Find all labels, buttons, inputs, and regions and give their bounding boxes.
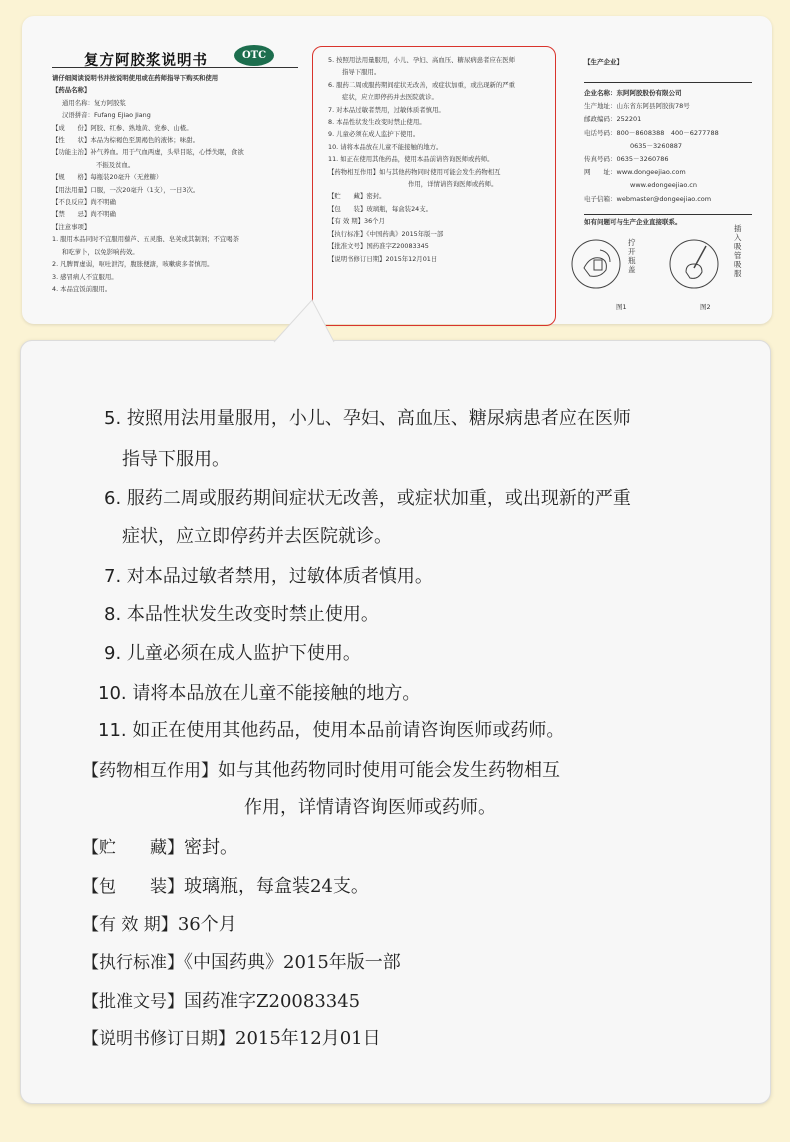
leaflet-line: 【药品名称】 (52, 86, 91, 95)
leaflet-line: 4. 本品宜饭前服用。 (52, 284, 112, 293)
leaflet-line: 和吃萝卜，以免影响药效。 (62, 247, 139, 256)
field-label: 【批准文号】 (82, 992, 184, 1012)
leaflet-line: 作用，详情请咨询医师或药师。 (408, 180, 498, 189)
leaflet-line: 不振及贫血。 (96, 160, 135, 169)
precaution-item: 6. 服药二周或服药期间症状无改善，或症状加重，或出现新的严重 (104, 488, 631, 509)
leaflet-line: 【性 状】本品为棕褐色至黑褐色的液体；味甜。 (52, 136, 199, 145)
field-label: 【说明书修订日期】 (82, 1029, 235, 1049)
leaflet-column-3 (584, 87, 764, 206)
field-label: 【药物相互作用】 (82, 761, 218, 781)
leaflet-line: www.edongeejiao.cn (630, 181, 697, 190)
leaflet-line: 6. 服药二周或服药期间症状无改善，或症状加重，或出现新的严重 (328, 80, 516, 89)
leaflet-line: 【执行标准】《中国药典》2015年版一部 (328, 229, 444, 238)
field-value: 玻璃瓶，每盒装24支。 (184, 876, 369, 897)
precaution-item: 7. 对本品过敏者禁用，过敏体质者慎用。 (104, 566, 433, 587)
leaflet-line: 【成 份】阿胶、红参、熟地黄、党参、山楂。 (52, 123, 193, 132)
manufacturer-note: 如有问题可与生产企业直接联系。 (584, 218, 682, 226)
precaution-item: 11. 如正在使用其他药品，使用本品前请咨询医师或药师。 (98, 720, 565, 741)
leaflet-line: 【功能主治】补气养血。用于气血两虚，头晕目眩，心悸失眠，食欲 (52, 148, 244, 157)
field-row (82, 872, 369, 898)
field-value: 如与其他药物同时使用可能会发生药物相互 (218, 760, 560, 781)
field-value: 作用，详情请咨询医师或药师。 (244, 797, 496, 818)
field-value: 《中国药典》2015年版一部 (184, 952, 401, 973)
field-row (82, 1024, 381, 1050)
field-row-cont (244, 793, 496, 819)
fig2-label: 图2 (700, 303, 711, 311)
field-label: 【有 效 期】 (82, 915, 178, 935)
leaflet-line: 9. 儿童必须在成人监护下使用。 (328, 130, 420, 139)
leaflet-line: 【规 格】每瓶装20毫升（无蔗糖） (52, 173, 163, 182)
leaflet-line: 3. 感冒病人不宜服用。 (52, 272, 118, 281)
leaflet-line: 汉语拼音：Fufang Ejiao Jiang (62, 111, 151, 120)
field-row (82, 910, 237, 936)
field-value: 国药准字Z20083345 (184, 991, 361, 1012)
leaflet-line: 【批准文号】国药准字Z20083345 (328, 242, 429, 251)
field-label: 【包 装】 (82, 877, 184, 897)
leaflet-line: 11. 如正在使用其他药品，使用本品前请咨询医师或药师。 (328, 155, 494, 164)
field-row (82, 987, 360, 1013)
leaflet-line: 5. 按照用法用量服用，小儿、孕妇、高血压、糖尿病患者应在医师 (328, 56, 516, 64)
leaflet-column-1 (52, 72, 302, 295)
fig2-caption: 插入吸管吸服 (734, 224, 742, 278)
manufacturer-divider-bottom (584, 214, 752, 215)
leaflet-line: 网 址：www.dongeejiao.com (584, 168, 686, 177)
field-value: 36个月 (177, 914, 237, 935)
otc-badge: OTC (234, 45, 274, 66)
leaflet-line: 10. 请将本品放在儿童不能接触的地方。 (328, 142, 443, 151)
bubble-pointer (268, 298, 338, 344)
field-value: 密封。 (184, 837, 238, 858)
field-value: 2015年12月01日 (235, 1028, 381, 1049)
leaflet-line: 7. 对本品过敏者禁用，过敏体质者慎用。 (328, 105, 445, 114)
fig1-label: 图1 (616, 303, 627, 311)
precaution-item: 10. 请将本品放在儿童不能接触的地方。 (98, 683, 421, 704)
precaution-item-cont: 指导下服用。 (122, 449, 230, 470)
leaflet-line: 2. 凡脾胃虚弱，呕吐泄泻，腹胀便溏，咳嗽痰多者慎用。 (52, 260, 214, 269)
fig1-caption: 拧开瓶盖 (628, 238, 636, 274)
leaflet-line: 电话号码：800－8608388 400－6277788 (584, 128, 719, 137)
manufacturer-header (584, 56, 764, 69)
straw-icon (668, 238, 720, 290)
leaflet-line: 【药物相互作用】如与其他药物同时使用可能会发生药物相互 (328, 167, 501, 176)
leaflet-line: 症状，应立即停药并去医院就诊。 (342, 93, 438, 102)
precaution-item-cont: 症状，应立即停药并去医院就诊。 (122, 526, 392, 547)
title-divider (52, 67, 298, 68)
leaflet-line: 通用名称：复方阿胶浆 (62, 98, 126, 107)
leaflet-line: 1. 服用本品同时不宜服用藜芦、五灵脂、皂荚或其制剂；不宜喝茶 (52, 235, 240, 244)
leaflet-line: 【注意事项】 (52, 222, 91, 231)
precaution-item: 8. 本品性状发生改变时禁止使用。 (104, 604, 379, 625)
leaflet-line: 8. 本品性状发生改变时禁止使用。 (328, 118, 426, 127)
straw-illustration (668, 238, 720, 290)
leaflet-line: 【说明书修订日期】2015年12月01日 (328, 254, 438, 263)
precaution-item: 5. 按照用法用量服用，小儿、孕妇、高血压、糖尿病患者应在医师 (104, 408, 631, 429)
leaflet-column-2 (328, 54, 550, 265)
leaflet-line: 【包 装】玻璃瓶，每盒装24支。 (328, 204, 432, 213)
field-label: 【贮 藏】 (82, 838, 184, 858)
field-label: 【执行标准】 (82, 953, 184, 973)
bottle-cap-icon (570, 238, 622, 290)
leaflet-line: 传真号码：0635－3260786 (584, 155, 669, 164)
leaflet-line: 【有 效 期】36个月 (328, 217, 385, 226)
field-row (82, 756, 560, 782)
leaflet-title: 复方阿胶浆说明书 (84, 52, 208, 69)
leaflet-line: 0635－3260887 (630, 141, 682, 150)
precaution-item: 9. 儿童必须在成人监护下使用。 (104, 643, 361, 664)
leaflet-line: 指导下服用。 (342, 68, 381, 77)
leaflet-line: 【禁 忌】尚不明确 (52, 210, 116, 219)
leaflet-line: 【不良反应】尚不明确 (52, 198, 116, 207)
manufacturer-divider (584, 82, 752, 83)
leaflet-line: 生产地址：山东省东阿县阿胶街78号 (584, 102, 690, 111)
open-cap-illustration (570, 238, 622, 290)
leaflet-line: 请仔细阅读说明书并按说明使用或在药师指导下购买和使用 (52, 74, 219, 82)
field-row (82, 948, 401, 974)
leaflet-line: 企业名称：东阿阿胶股份有限公司 (584, 89, 682, 97)
leaflet-line: 邮政编码：252201 (584, 115, 642, 124)
leaflet-line: 电子信箱：webmaster@dongeejiao.com (584, 194, 712, 203)
field-row (82, 833, 238, 859)
leaflet-image (22, 16, 772, 324)
manufacturer-header-text: 【生产企业】 (584, 58, 623, 66)
leaflet-line: 【用法用量】口服，一次20毫升（1支），一日3次。 (52, 185, 200, 194)
leaflet-line: 【贮 藏】密封。 (328, 192, 386, 201)
